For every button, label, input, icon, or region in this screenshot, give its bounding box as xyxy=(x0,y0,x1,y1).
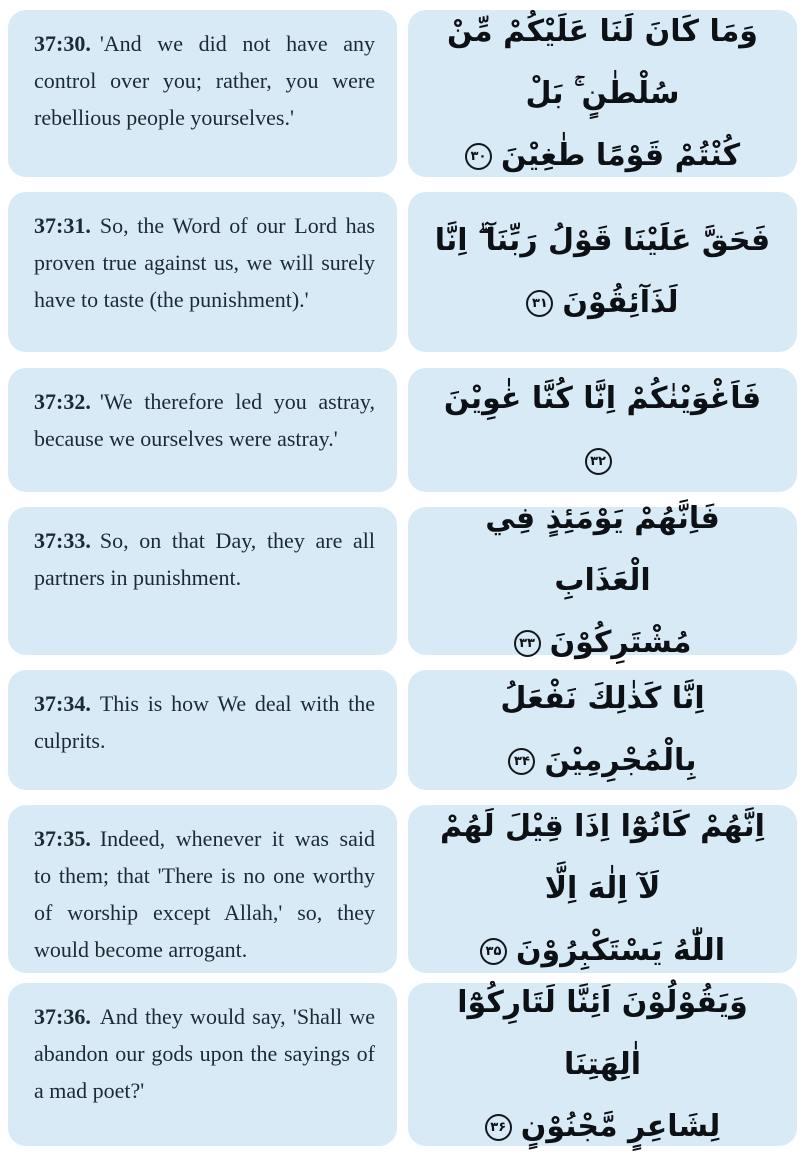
translation-text: So, on that Day, they are all partners in punishment. xyxy=(34,528,375,590)
ayah-number-badge: ۳۳ xyxy=(514,630,541,657)
arabic-box xyxy=(408,983,797,1146)
translation-box xyxy=(8,805,397,973)
arabic-line-2 xyxy=(434,612,771,674)
verse-row xyxy=(8,368,797,492)
verse-ref: 37:34. xyxy=(34,691,91,716)
translation-text: 'We therefore led you astray, because we ourselves were astray.' xyxy=(34,389,375,451)
translation-text: This is how We deal with the culprits. xyxy=(34,691,375,753)
translation-box xyxy=(8,192,397,352)
ayah-number-badge: ۳۵ xyxy=(480,938,507,965)
arabic-text: اِنَّا كَذٰلِكَ نَفْعَلُ بِالْمُجْرِمِيْنَ xyxy=(500,681,705,778)
verse-ref: 37:32. xyxy=(34,389,91,414)
verse-ref: 37:33. xyxy=(34,528,91,553)
ayah-number-badge: ۳۴ xyxy=(508,748,535,775)
translation-box xyxy=(8,507,397,655)
ayah-number-badge: ۳۲ xyxy=(585,448,612,475)
verse-ref: 37:36. xyxy=(34,1004,91,1029)
verse-row xyxy=(8,805,797,973)
verse-row xyxy=(8,501,797,660)
arabic-text: لِشَاعِرٍ مَّجْنُوْنٍ xyxy=(520,1108,721,1144)
arabic-box xyxy=(408,10,797,177)
verse-row xyxy=(8,192,797,352)
arabic-line-2 xyxy=(434,125,771,187)
arabic-line-1: وَيَقُوْلُوْنَ اَئِنَّا لَتَارِكُوْٓا اٰلِهَتِنَا xyxy=(457,984,748,1082)
translation-box xyxy=(8,368,397,492)
verse-row xyxy=(8,10,797,177)
translation-text: So, the Word of our Lord has proven true against us, we will surely have to taste (the punishment).' xyxy=(34,213,375,312)
translation-box xyxy=(8,670,397,790)
ayah-number-badge: ۳۶ xyxy=(485,1114,512,1141)
arabic-text: لَذَآئِقُوْنَ xyxy=(562,285,679,320)
arabic-line-2 xyxy=(434,368,771,492)
arabic-line-1: اِنَّهُمْ كَانُوْٓا اِذَا قِيْلَ لَهُمْ لَآ اِلٰهَ اِلَّا xyxy=(440,809,765,906)
arabic-line-2 xyxy=(434,1096,771,1157)
translation-text: 'And we did not have any control over you; rather, you were rebellious people yourselves.' xyxy=(34,31,375,130)
arabic-text: كُنْتُمْ قَوْمًا طٰغِيْنَ xyxy=(500,137,741,173)
arabic-line-1: فَاِنَّهُمْ يَوْمَئِذٍ فِي الْعَذَابِ xyxy=(485,501,720,598)
arabic-box xyxy=(408,805,797,973)
translation-text: And they would say, 'Shall we abandon our gods upon the sayings of a mad poet?' xyxy=(34,1004,375,1103)
verse-ref: 37:35. xyxy=(34,826,91,851)
translation-box xyxy=(8,983,397,1146)
arabic-box xyxy=(408,501,797,660)
translation-text: Indeed, whenever it was said to them; that 'There is no one worthy of worship except Allah,' so, they would become arrogant. xyxy=(34,826,375,962)
arabic-line-1: فَحَقَّ عَلَيْنَا قَوْلُ رَبِّنَآ ۖ اِنَّا xyxy=(434,223,771,258)
arabic-box xyxy=(408,670,797,790)
arabic-text: اللّٰهُ يَسْتَكْبِرُوْنَ xyxy=(515,933,726,968)
arabic-text: فَاَغْوَيْنٰكُمْ اِنَّا كُنَّا غٰوِيْنَ xyxy=(443,381,762,416)
arabic-line-2 xyxy=(434,668,771,792)
translation-box xyxy=(8,10,397,177)
ayah-number-badge: ۳۰ xyxy=(465,143,492,170)
verse-row xyxy=(8,670,797,790)
arabic-box xyxy=(408,368,797,492)
arabic-line-2 xyxy=(434,272,771,334)
verse-ref: 37:31. xyxy=(34,213,91,238)
ayah-number-badge: ۳۱ xyxy=(526,290,553,317)
verse-row xyxy=(8,983,797,1146)
verse-ref: 37:30. xyxy=(34,31,91,56)
arabic-text: مُشْتَرِكُوْنَ xyxy=(549,625,692,660)
arabic-line-1: وَمَا كَانَ لَنَا عَلَيْكُمْ مِّنْ سُلْطٰنٍ ۚ بَلْ xyxy=(447,13,758,111)
arabic-box xyxy=(408,192,797,352)
